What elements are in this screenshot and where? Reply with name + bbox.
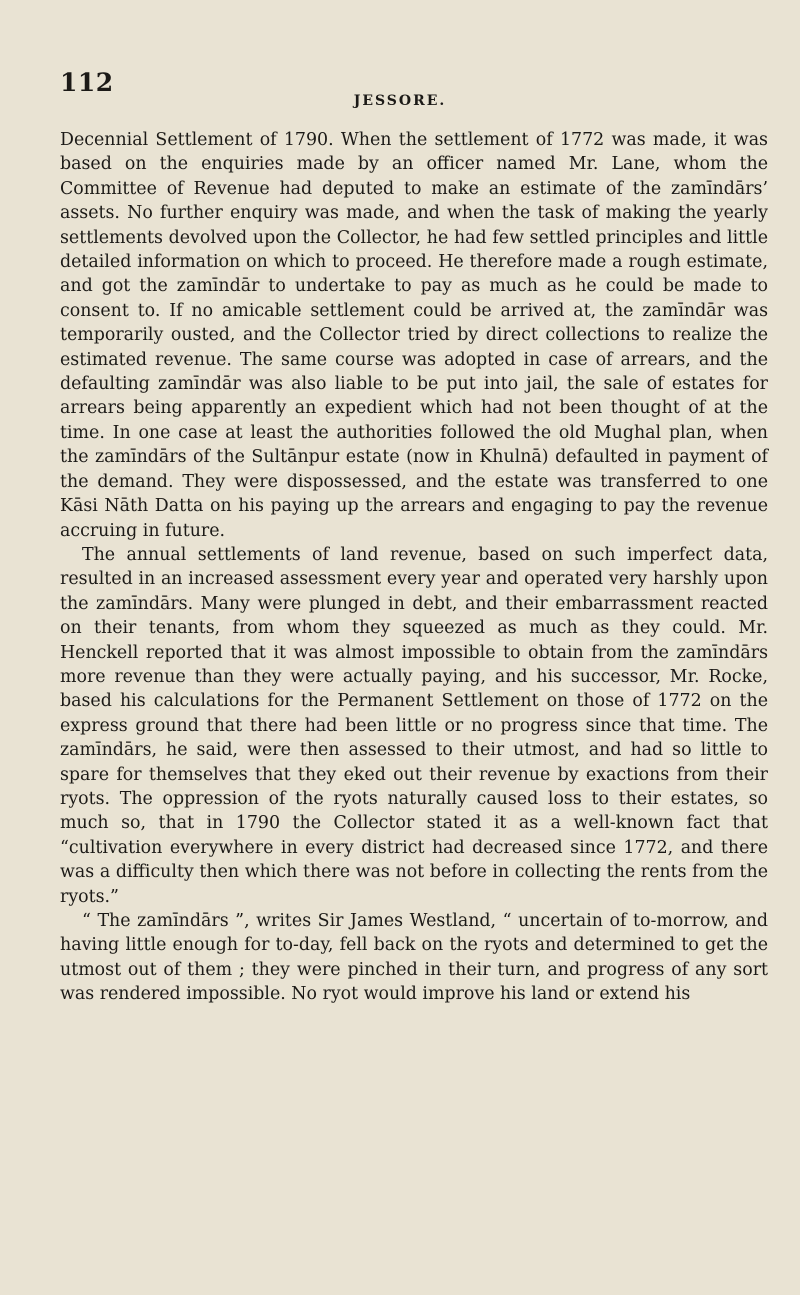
paragraph-decennial-settlement: Decennial Settlement of 1790. When the settlement of 1772 was made, it was based on the enquiries made by an officer named Mr. Lane, whom the Committee of Revenue had deputed to make an estimate of the zamīndārs’ assets. No further enquiry was made, and when the task of making the yearly settlements devolved upon the Collector, he had few settled principles and little detailed information on which to proceed. He therefore made a rough estimate, and got the zamīndār to undertake to pay as much as he could be made to consent to. If no amicable settlement could be arrived at, the zamīndār was temporarily ousted, and the Collector tried by direct collections to realize the estimated revenue. The same course was adopted in case of arrears, and the defaulting zamīndār was also liable to be put into jail, the sale of estates for arrears being apparently an expedient which had not been thought of at the time. In one case at least the authorities followed the old Mughal plan, when the zamīndārs of the Sultānpur estate (now in Khulnā) defaulted in payment of the demand. They were dispossessed, and the estate was transferred to one Kāsi Nāth Datta on his paying up the arrears and engaging to pay the revenue accruing in future.: [60, 130, 768, 541]
paragraph-westland-quote: “ The zamīndārs ”, writes Sir James Westland, “ uncertain of to-morrow, and having little enough for to-day, fell back on the ryots and determined to get the utmost out of them ; they were pinched in their turn, and progress of any sort was rendered impossible. No ryot would improve his land or extend his: [60, 911, 768, 1005]
running-title: JESSORE.: [353, 93, 447, 109]
paragraph-annual-settlements: The annual settlements of land revenue, based on such imperfect data, resulted in an increased assessment every year and operated very harshly upon the zamīndārs. Many were plunged in debt, and their embarrassment reacted on their tenants, from whom they squeezed as much as they could. Mr. Henckell reported that it was almost impossible to obtain from the zamīndārs more revenue than they were actually paying, and his successor, Mr. Rocke, based his calculations for the Permanent Settlement on those of 1772 on the express ground that there had been little or no progress since that time. The zamīndārs, he said, were then assessed to their utmost, and had so little to spare for themselves that they eked out their revenue by exactions from their ryots. The oppression of the ryots naturally caused loss to their estates, so much so, that in 1790 the Collector stated it as a well-known fact that “cultivation everywhere in every district had decreased since 1772, and there was a difficulty then which there was not before in collecting the rents from the ryots.”: [60, 544, 768, 907]
page-number: 112: [60, 68, 114, 97]
body-text: [60, 128, 768, 1007]
